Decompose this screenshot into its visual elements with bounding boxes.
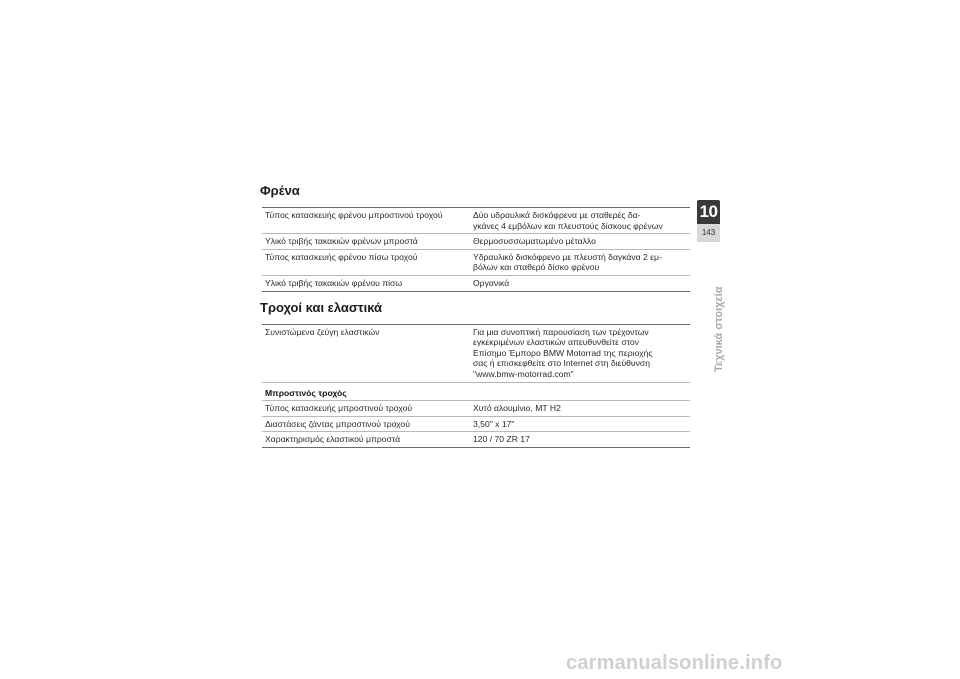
chapter-tab [697,200,720,242]
spec-value: Θερμοσυσσωματωμένο μέταλλο [473,236,596,247]
spec-label: Υλικό τριβής τακακιών φρένων μπροστά [265,236,418,247]
spec-label: Συνιστώμενα ζεύγη ελαστικών [265,326,380,337]
table-row [262,416,690,432]
spec-label: Χαρακτηρισμός ελαστικού μπροστά [265,434,401,445]
spec-label: Τύπος κατασκευής μπροστινού τροχού [265,403,413,414]
page-number: 143 [697,224,720,242]
watermark-text: carmanualsonline.info [566,652,783,674]
spec-value: Χυτό αλουμίνιο, MT H2 [473,403,561,414]
spec-value: 3,50" x 17" [473,418,515,429]
table-row [262,324,690,382]
front-wheel-heading: Μπροστινός τροχός [265,387,347,398]
table-row [262,275,690,291]
wheels-section-title: Τροχοί και ελαστικά [260,299,383,315]
spec-value: Για μια συνοπτική παρουσίαση των τρέχοντων εγκεκριμένων ελαστικών απευθυνθείτε στον Επίσημο Έμπορο BMW Motorrad της περιοχής σας ή επισκεφθείτε στο Internet στη διεύθυνση "www.bmw-motorrad.com" [473,326,653,379]
chapter-number: 10 [699,202,718,221]
brakes-spec-table [262,207,690,292]
spec-label: Διαστάσεις ζάντας μπροστινού τροχού [265,418,410,429]
brakes-section-title: Φρένα [260,183,300,198]
table-subheading-row [262,382,690,401]
table-row [262,249,690,275]
spec-value: Οργανικά [473,277,510,288]
spec-label: Τύπος κατασκευής φρένου μπροστινού τροχού [265,210,443,220]
spec-value: Υδραυλικό δισκόφρενο με πλευστή δαγκάνα 2 εμ- βόλων και σταθερό δίσκο φρένου [473,251,662,273]
wheels-spec-table [262,324,690,448]
table-row [262,432,690,448]
spec-value: 120 / 70 ZR 17 [473,434,530,445]
chapter-title: Τεχνικά στοιχεία [713,286,725,372]
manual-page-content [262,183,690,448]
table-row [262,208,690,234]
chapter-title-vertical [697,286,725,502]
spec-label: Υλικό τριβής τακακιών φρένου πίσω [265,277,403,288]
spec-value: Δύο υδραυλικά δισκόφρενα με σταθερές δα- γκάνες 4 εμβόλων και πλευστούς δίσκους φρένων [473,210,663,231]
spec-label: Τύπος κατασκευής φρένου πίσω τροχού [265,251,418,262]
table-row [262,234,690,250]
table-row [262,401,690,417]
